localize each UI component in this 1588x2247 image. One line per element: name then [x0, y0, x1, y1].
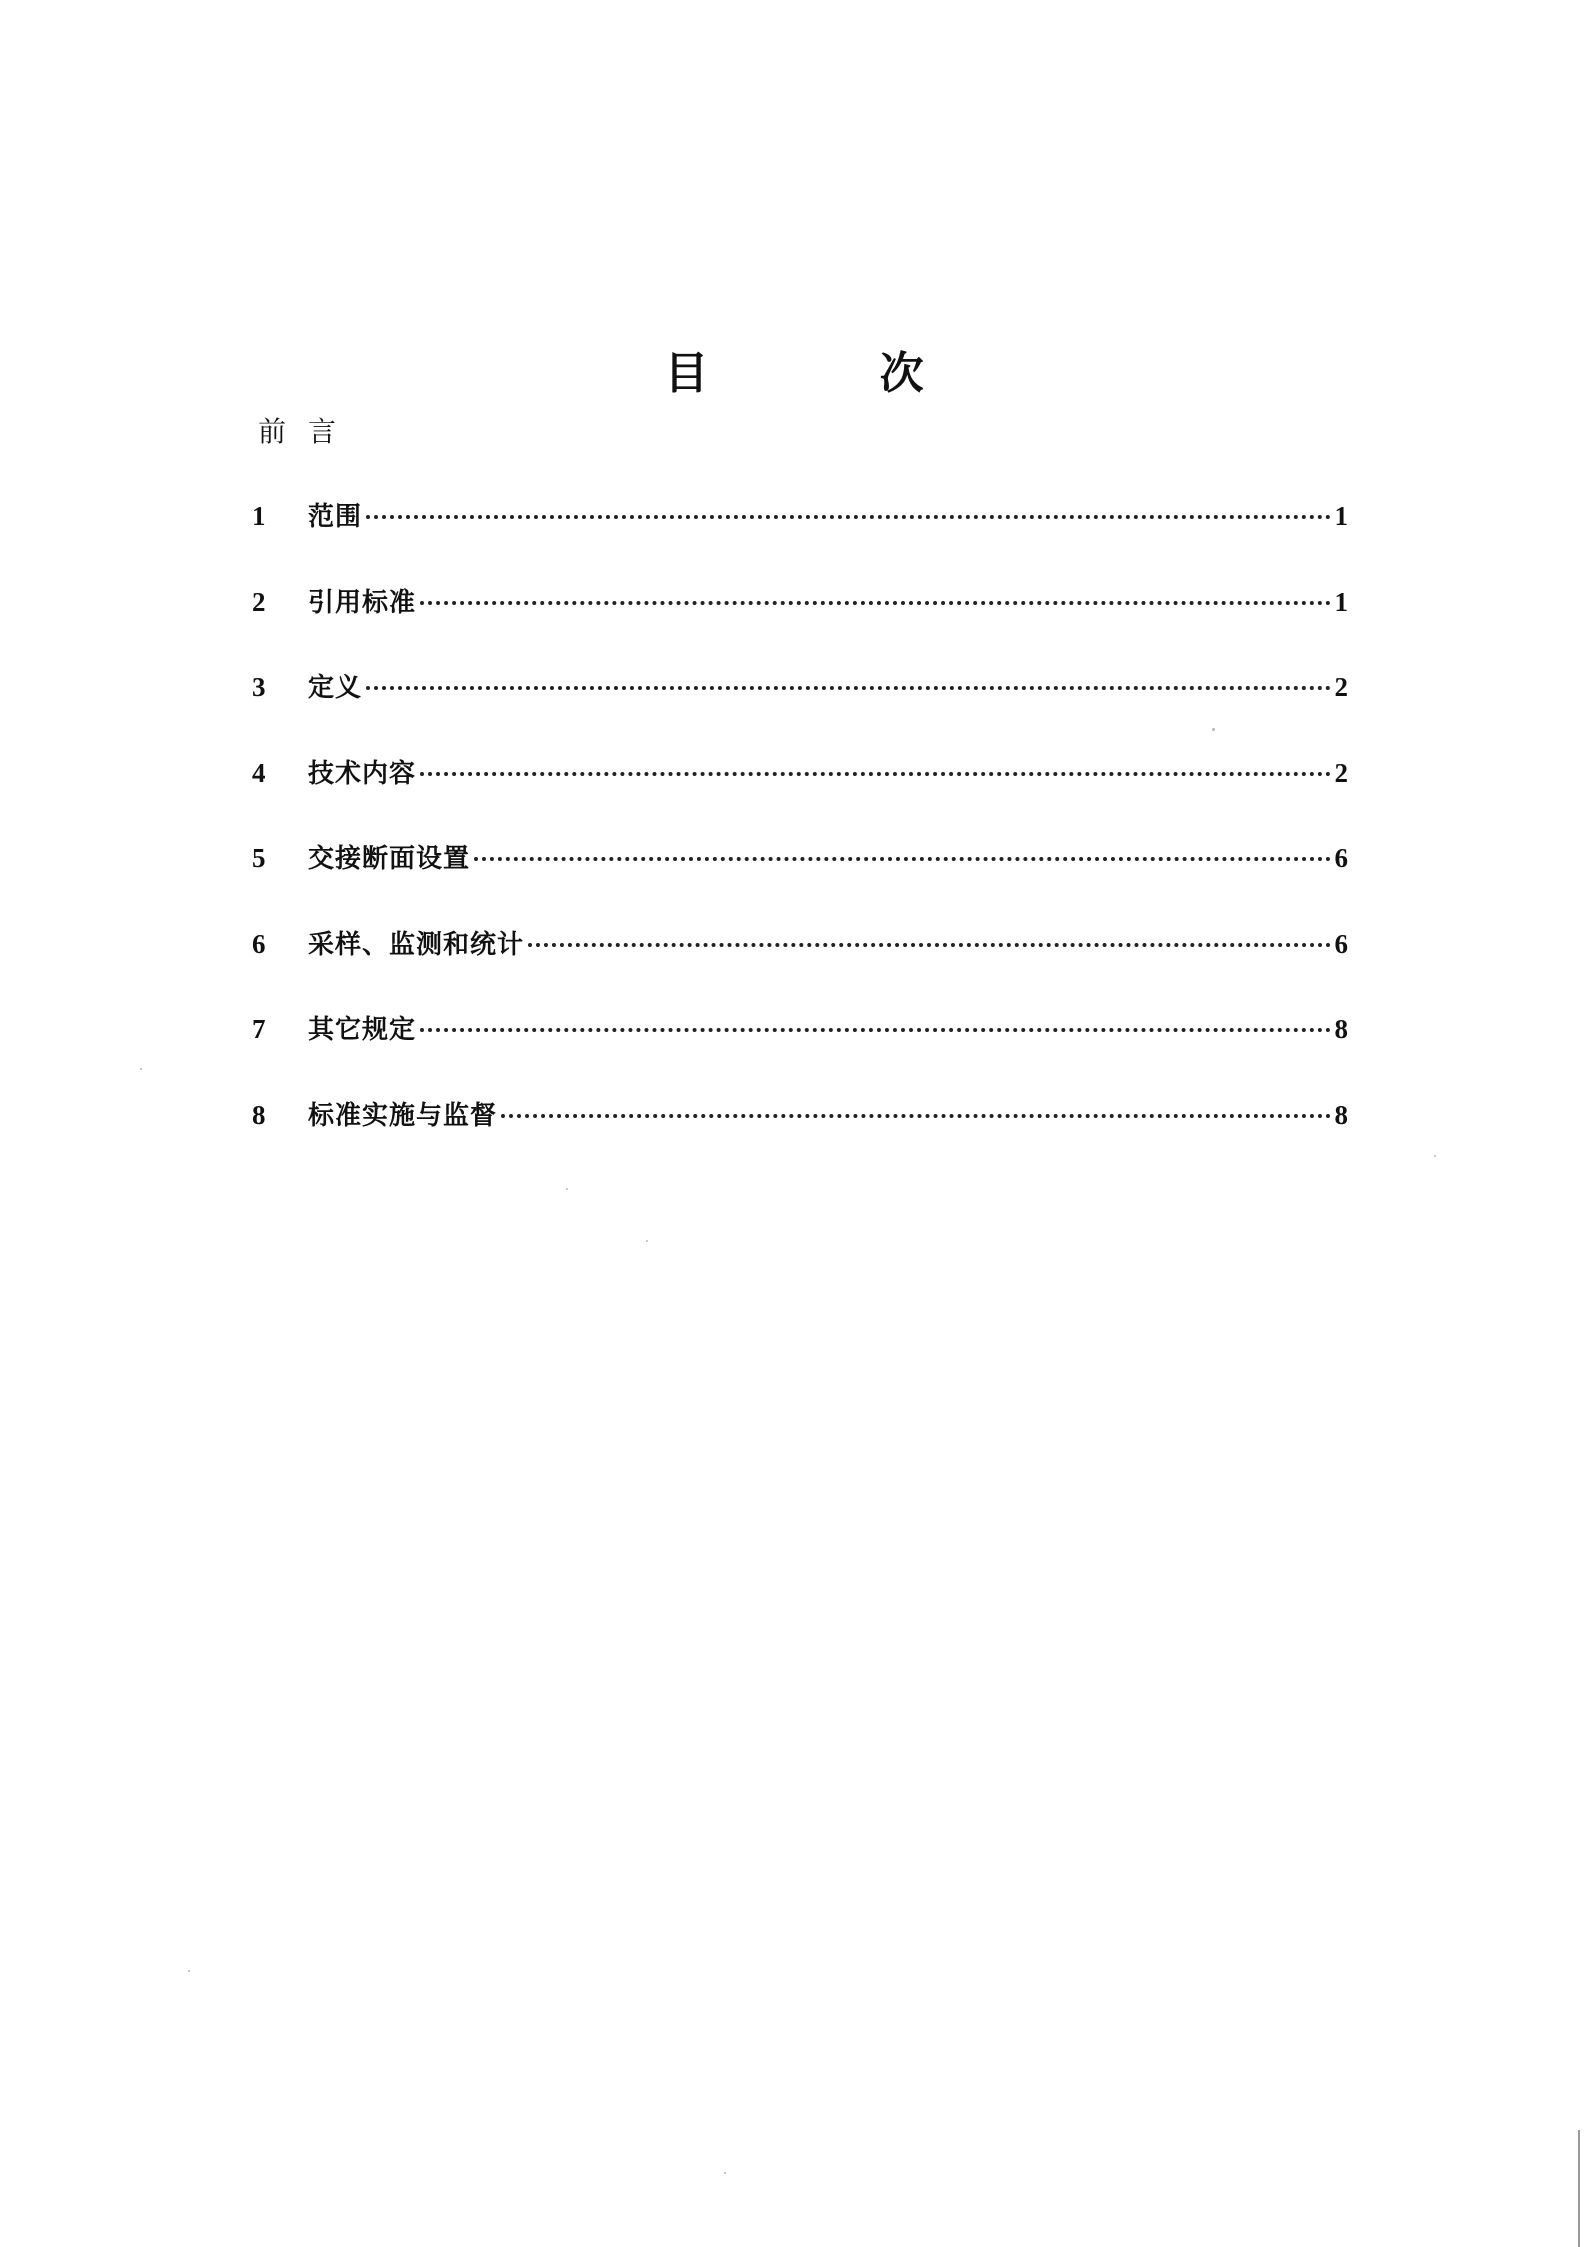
toc-entry-page: 6: [1334, 843, 1348, 873]
toc-entry-page: 1: [1334, 501, 1348, 531]
toc-entry-page: 1: [1334, 586, 1348, 617]
toc-entry-8: [252, 1095, 1348, 1181]
page-title: 目 次: [664, 348, 1002, 400]
scan-speck: [566, 1188, 568, 1190]
toc-entry-number: 1: [252, 501, 266, 531]
toc-entry-label: 标准实施与监督: [308, 1100, 498, 1131]
toc-dot-leader: [366, 515, 1330, 519]
toc-entry-page: 2: [1334, 757, 1348, 788]
toc-entry-2: [252, 582, 1348, 668]
toc-entry-label: 交接断面设置: [308, 844, 471, 874]
table-of-contents: [252, 496, 1348, 1180]
toc-dot-leader: [501, 1114, 1330, 1118]
toc-entry-label: 引用标准: [308, 587, 417, 618]
scan-speck: [188, 1970, 190, 1972]
toc-entry-number: 3: [252, 672, 266, 702]
scan-speck: [140, 1068, 142, 1070]
toc-entry-label: 定义: [308, 673, 363, 703]
preface-heading: 前言: [258, 415, 359, 448]
toc-entry-number: 7: [252, 1014, 266, 1044]
toc-entry-label: 技术内容: [308, 758, 417, 789]
toc-dot-leader: [420, 601, 1330, 605]
toc-dot-leader: [420, 772, 1330, 776]
scan-speck: [1434, 1155, 1436, 1157]
toc-entry-page: 6: [1334, 928, 1348, 959]
toc-entry-4: [252, 753, 1348, 839]
toc-dot-leader: [528, 943, 1330, 947]
toc-entry-number: 6: [252, 928, 266, 959]
toc-dot-leader: [366, 686, 1330, 690]
scan-speck: [1212, 728, 1215, 731]
toc-dot-leader: [420, 1028, 1330, 1032]
toc-entry-number: 5: [252, 843, 266, 873]
toc-entry-7: [252, 1009, 1348, 1095]
toc-dot-leader: [474, 857, 1330, 861]
toc-entry-page: 2: [1334, 672, 1348, 702]
toc-entry-number: 2: [252, 586, 266, 617]
toc-entry-page: 8: [1334, 1014, 1348, 1044]
toc-entry-label: 其它规定: [308, 1015, 417, 1045]
toc-entry-number: 4: [252, 757, 266, 788]
toc-entry-5: [252, 838, 1348, 924]
toc-entry-6: [252, 924, 1348, 1010]
scan-edge-line: [1578, 2130, 1580, 2247]
toc-entry-label: 范围: [308, 502, 363, 532]
toc-entry-page: 8: [1334, 1099, 1348, 1130]
scan-speck: [646, 1240, 648, 1242]
toc-entry-number: 8: [252, 1099, 266, 1130]
toc-entry-label: 采样、监测和统计: [308, 929, 525, 960]
toc-entry-1: [252, 496, 1348, 582]
scan-speck: [724, 2172, 726, 2174]
toc-entry-3: [252, 667, 1348, 753]
